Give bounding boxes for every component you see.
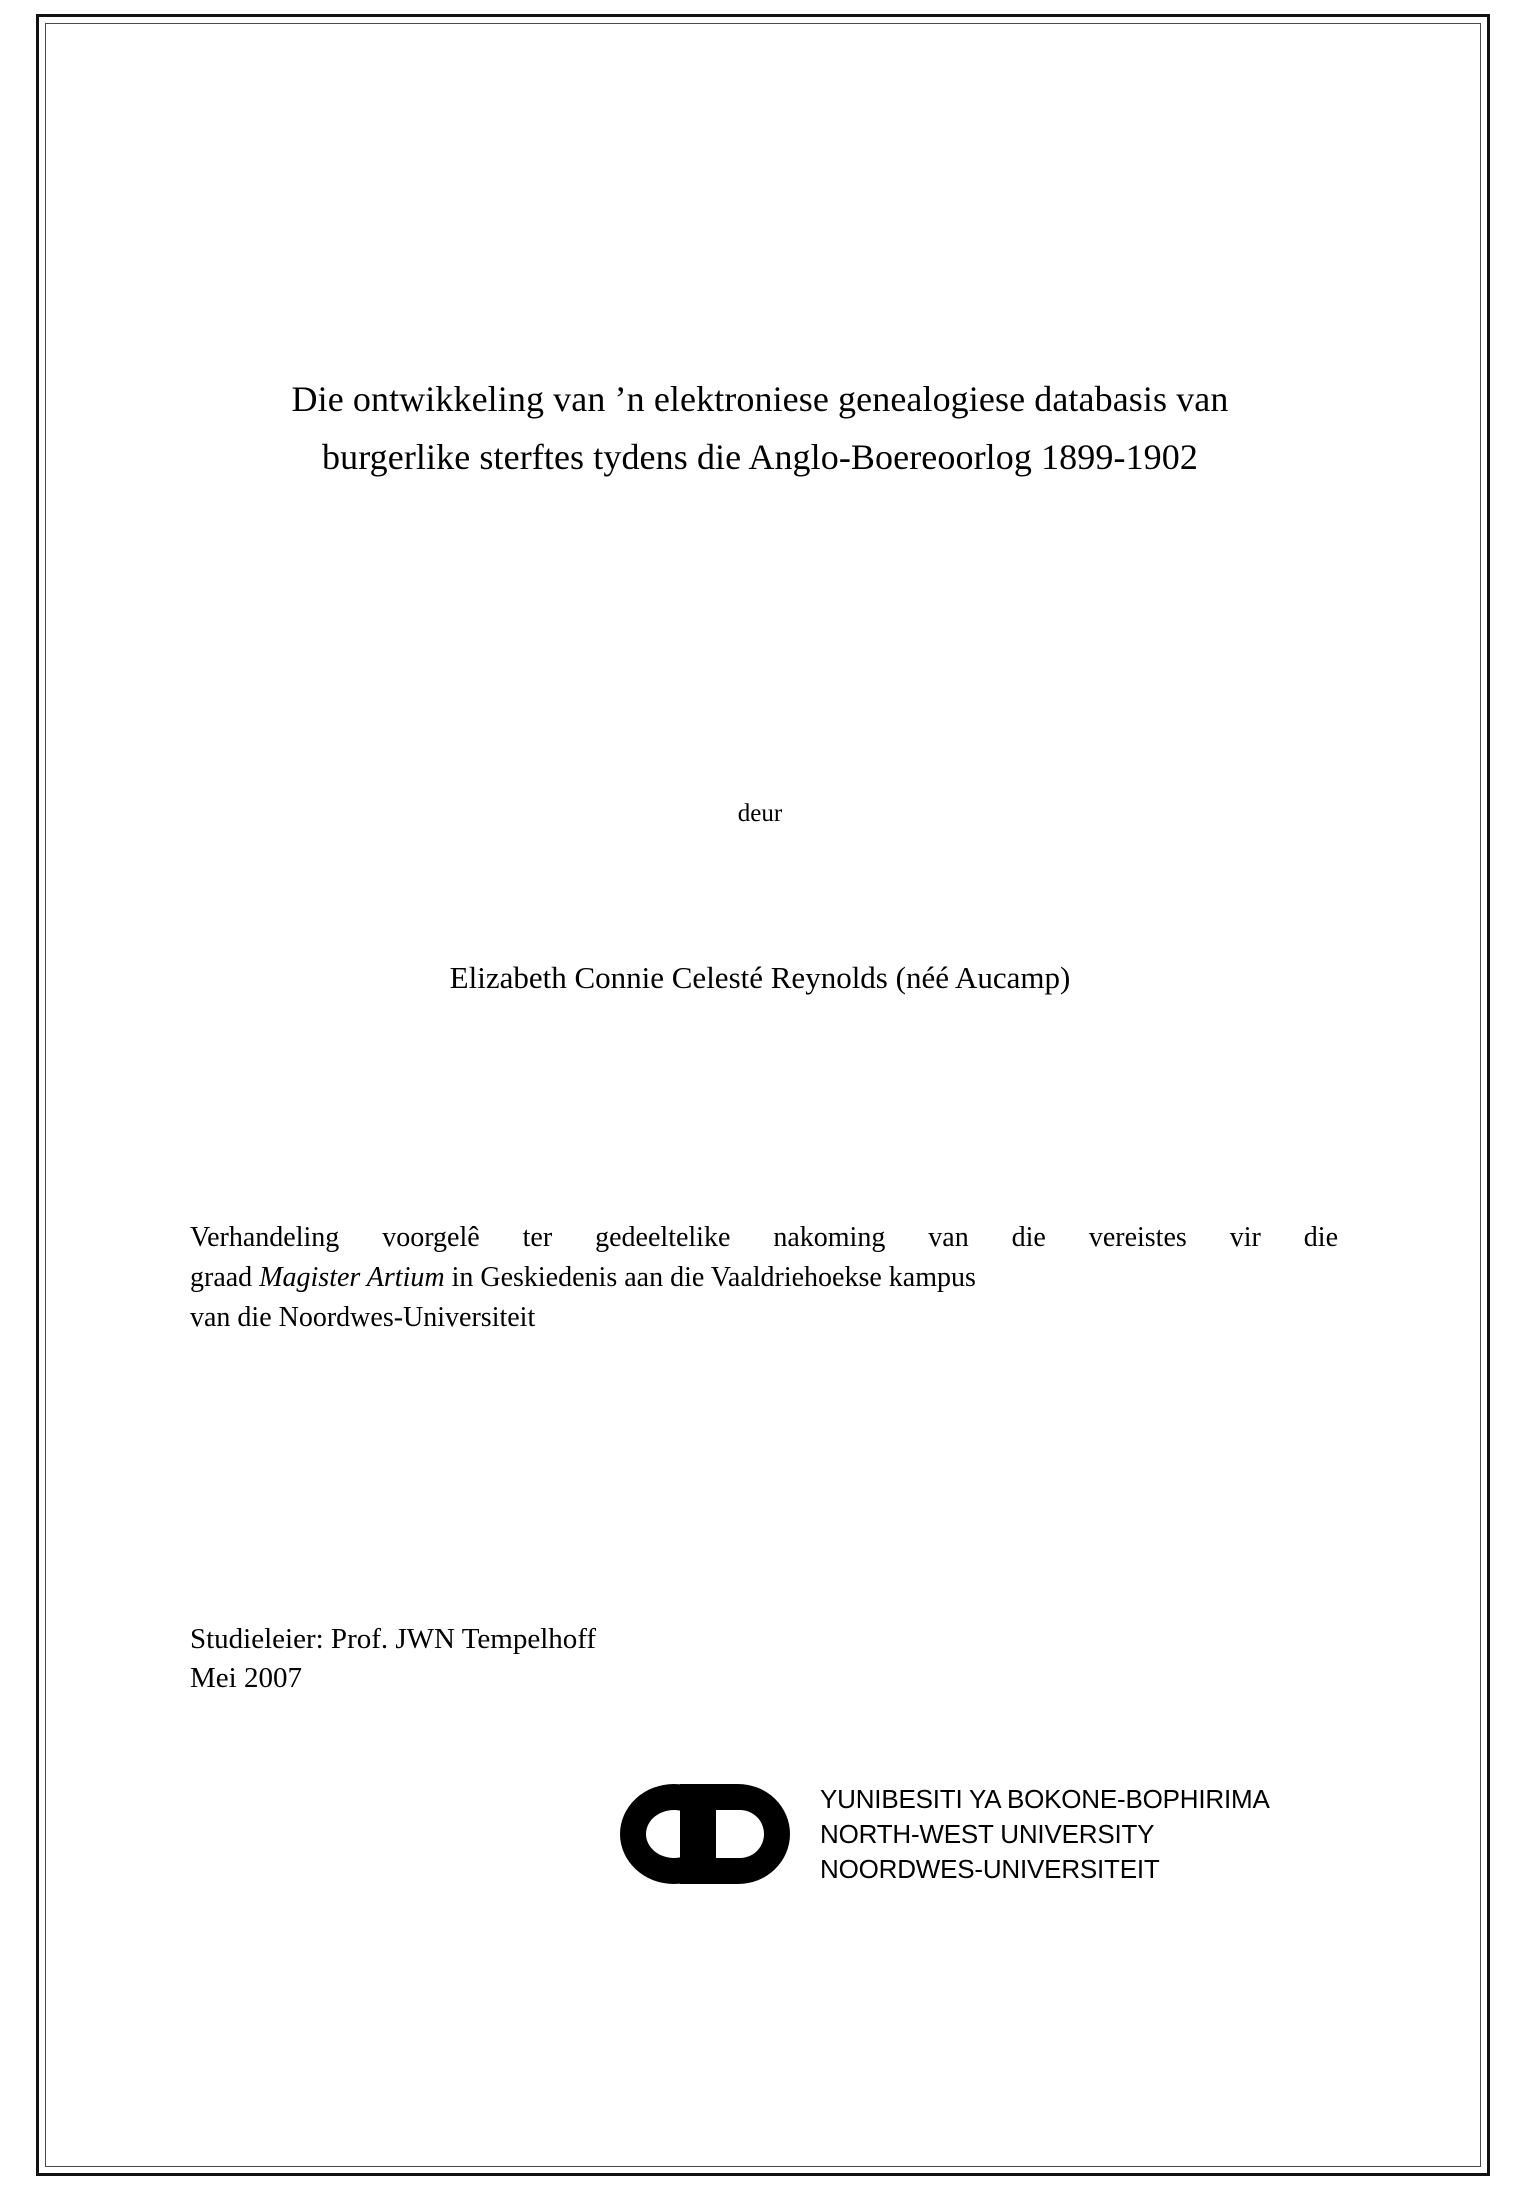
title-page-content (150, 0, 1370, 2206)
by-label: deur (737, 800, 783, 827)
degree-statement (190, 1218, 1338, 1337)
logo-text-line-2: NORTH-WEST UNIVERSITY (820, 1818, 1155, 1849)
degree-statement-line-2 (190, 1258, 1338, 1298)
title-line-1: Die ontwikkeling van ’n elektroniese genealogiese databasis van (291, 379, 1229, 419)
degree-statement-line-1: Verhandeling voorgelê ter gedeeltelike nakoming van die vereistes vir die (190, 1222, 1338, 1253)
degree-statement-line-2-pre: graad (190, 1261, 260, 1293)
page-title (180, 370, 1340, 487)
degree-statement-line-3: van die Noordwes-Universiteit (190, 1301, 536, 1333)
author-name: Elizabeth Connie Celesté Reynolds (néé Aucamp) (449, 960, 1071, 995)
university-logo-text (820, 1782, 1270, 1886)
submission-date: Mei 2007 (190, 1661, 302, 1694)
university-logo-block (480, 1776, 1270, 1896)
logo-text-line-3: NOORDWES-UNIVERSITEIT (820, 1853, 1160, 1884)
supervisor-block (190, 1620, 1190, 1697)
degree-statement-line-2-post: in Geskiedenis aan die Vaaldriehoekse kampus (444, 1261, 976, 1293)
supervisor-name: Studieleier: Prof. JWN Tempelhoff (190, 1623, 597, 1655)
logo-d-hole (716, 1810, 764, 1858)
logo-text-line-1: YUNIBESITI YA BOKONE-BOPHIRIMA (820, 1784, 1270, 1814)
logo-d-bar (680, 1784, 706, 1884)
north-west-university-logo-icon (620, 1778, 810, 1890)
title-line-2: burgerlike sterftes tydens die Anglo-Boereoorlog 1899-1902 (322, 437, 1198, 478)
degree-name: Magister Artium (259, 1261, 445, 1293)
